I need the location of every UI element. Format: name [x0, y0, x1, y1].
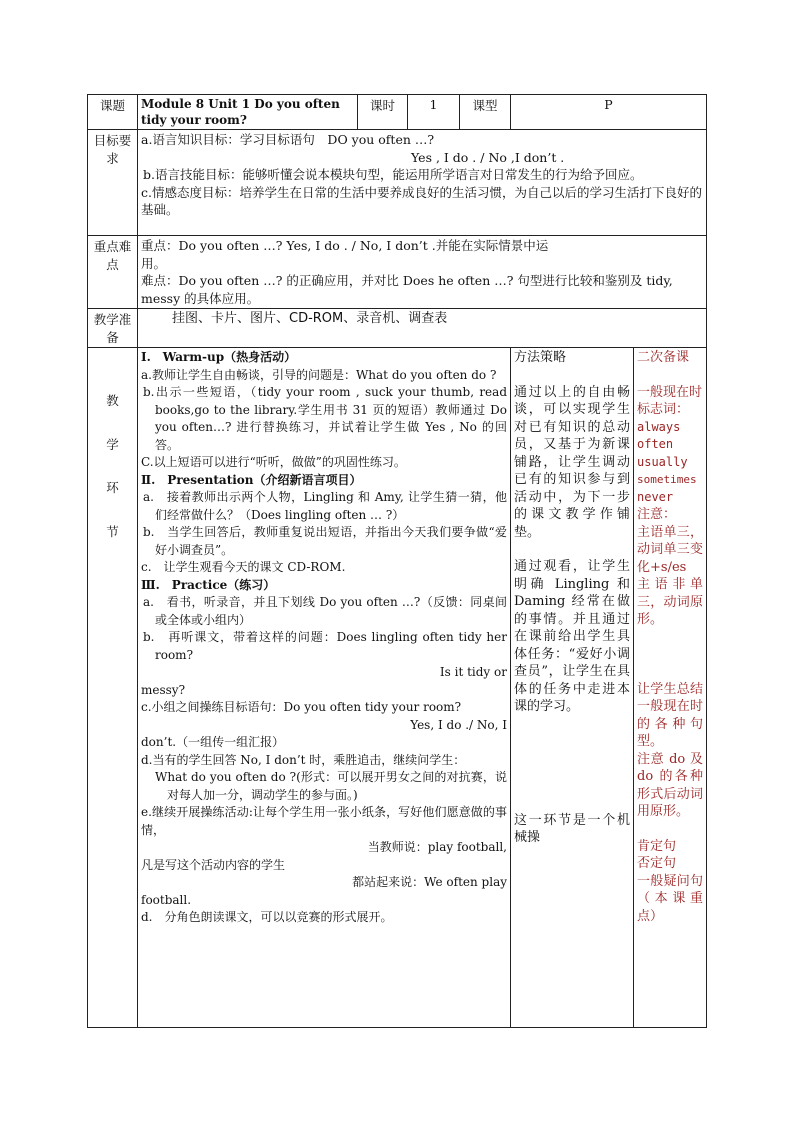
process-label-char-4: 节: [106, 523, 119, 539]
method-cell: [511, 348, 634, 1028]
process-label-char-3: 环: [106, 480, 119, 495]
type-label: 课型: [460, 95, 511, 130]
period-value: 1: [408, 95, 460, 130]
practice-d-last: d. 分角色朗读课文，可以以竞赛的形式展开。: [141, 910, 393, 924]
goals-cell: [138, 130, 707, 236]
second-p9: 一般疑问句（本课重点）: [637, 873, 704, 924]
method-p2: 通过观看，让学生明确 Lingling 和 Daming 经常在做的事情。并且通过在课前给出学生具体任务：“爱好小调查员”，让学生在具体的任务中走进本课的学习。: [514, 559, 630, 714]
prep-row: [88, 309, 707, 348]
goal-b: b.语言技能目标：能够听懂会说本模块句型，能运用所学语言对日常发生的行为给予回应。: [143, 167, 643, 182]
practice-a: a. 看书，听录音，并且下划线 Do you often …?（反馈：同桌间或全体或小组内）: [143, 595, 507, 627]
topic-line1: Module 8 Unit 1 Do you often: [141, 97, 340, 111]
presentation-a: a. 接着教师出示两个人物，Lingling 和 Amy, 让学生猜一猜，他们经常做什么？（Does lingling often … ?）: [143, 490, 507, 522]
presentation-c: c. 让学生观看今天的课文 CD-ROM.: [141, 560, 346, 574]
header-row: [88, 95, 707, 130]
warmup-b: b.出示一些短语，（tidy your room , suck your thumb, read books,go to the library.学生用书 31 页的短语）教师通过 Do you often…? 进行替换练习，并试着让学生做 Yes , No 的回答。: [143, 385, 507, 452]
practice-e-line4: 都站起来说：We often play: [352, 875, 507, 889]
second-p8: 否定句: [637, 856, 677, 871]
keyword-never: never: [637, 489, 674, 504]
second-note: 注意：: [637, 507, 677, 522]
practice-e-line1: e.继续开展操练活动:让每个学生用一张小纸条，写好他们愿意做的事情，: [141, 805, 507, 837]
keyword-usually: usually: [637, 454, 688, 469]
goals-row: [88, 130, 707, 236]
presentation-b: b. 当学生回答后，教师重复说出短语，并指出今天我们要争做“爱好小调查员”。: [143, 525, 507, 557]
practice-c-line2: Yes, I do ./ No, I: [410, 717, 507, 732]
second-p1: 一般现在时: [637, 384, 703, 400]
keyword-often: often: [637, 437, 674, 451]
practice-d-line2: What do you often do ?(形式：可以展开男女之间的对抗赛，说对每人加一分，调动学生的参与面。): [155, 770, 507, 802]
practice-e-line5: football.: [141, 892, 192, 907]
presentation-title: Ⅱ. Presentation（介绍新语言项目）: [141, 472, 362, 487]
second-p6: 注意 do 及 do 的各种形式后动词用原形。: [637, 751, 704, 819]
second-p5: 让学生总结一般现在时的各种句型。: [637, 681, 704, 749]
method-title: 方法策略: [514, 350, 567, 365]
process-label-char-1: 教: [106, 393, 119, 408]
second-prep-cell: [634, 348, 707, 1028]
second-p4: 主语非单三，动词原形。: [637, 577, 704, 627]
key-point: 重点：Do you often …? Yes, I do . / No, I don’t .并能在实际情景中运用。: [141, 238, 549, 271]
warmup-c: C.以上短语可以进行“听听，做做”的巩固性练习。: [141, 455, 406, 469]
type-value: P: [511, 95, 707, 130]
prep-content: 挂图、卡片、图片、CD-ROM、录音机、调查表: [138, 309, 707, 348]
prep-label: 教学准备: [88, 309, 138, 348]
practice-d-line1: d.当有的学生回答 No, I don’t 时，乘胜追击，继续问学生：: [141, 752, 466, 767]
goals-label: 目标要求: [88, 130, 138, 236]
practice-title: Ⅲ. Practice（练习）: [141, 577, 276, 592]
practice-e-line2: 当教师说：play football,: [367, 840, 507, 854]
method-p3: 这一环节是一个机械操: [514, 812, 630, 845]
difficult-point: 难点：Do you often …? 的正确应用，并对比 Does he often …? 句型进行比较和鉴别及 tidy, messy 的具体应用。: [141, 273, 673, 306]
goal-a-line1: a.语言知识目标：学习目标语句 DO you often …?: [141, 132, 435, 147]
practice-c-line1: c.小组之间操练目标语句：Do you often tidy your room?: [141, 700, 462, 714]
topic-label: 课题: [88, 95, 138, 130]
keypoints-row: [88, 236, 707, 309]
topic-line2: tidy your room?: [141, 113, 247, 127]
period-label: 课时: [358, 95, 408, 130]
warmup-title: Ⅰ. Warm-up（热身活动）: [141, 350, 297, 364]
practice-b-line2: Is it tidy or: [439, 665, 507, 679]
keypoints-cell: [138, 236, 707, 309]
second-p7: 肯定句: [637, 838, 677, 854]
practice-b-line3: messy?: [141, 682, 186, 697]
keyword-sometimes: sometimes: [637, 473, 697, 486]
practice-c-line3: don’t.（一组传一组汇报）: [141, 735, 285, 749]
lesson-plan-table: [87, 94, 707, 1028]
process-label-char-2: 学: [106, 436, 119, 452]
practice-b-line1: b. 再听课文，带着这样的问题：Does lingling often tidy her room?: [143, 630, 507, 662]
second-p3: 主语单三，动词单三变化+s/es: [637, 524, 704, 575]
second-prep-title: 二次备课: [637, 350, 690, 365]
practice-e-line3: 凡是写这个活动内容的学生: [141, 857, 286, 872]
second-p2: 标志词：: [637, 402, 690, 417]
process-steps: [138, 348, 511, 1028]
process-label: [88, 348, 138, 1028]
warmup-a: a.教师让学生自由畅谈，引导的问题是：What do you often do ?: [141, 367, 497, 382]
keyword-always: always: [637, 419, 681, 434]
topic-cell: [138, 95, 358, 130]
process-row: [88, 348, 707, 1028]
goal-a-line2: Yes , I do . / No ,I don’t .: [411, 149, 565, 165]
method-p1: 通过以上的自由畅谈，可以实现学生对已有知识的总动员，又基于为新课铺路，让学生调动已有的知识参与到活动中，为下一步的课文教学作铺垫。: [514, 384, 630, 540]
keypoints-label: 重点难点: [88, 236, 138, 309]
goal-c: c.情感态度目标：培养学生在日常的生活中要养成良好的生活习惯，为自己以后的学习生活打下良好的基础。: [141, 184, 702, 217]
